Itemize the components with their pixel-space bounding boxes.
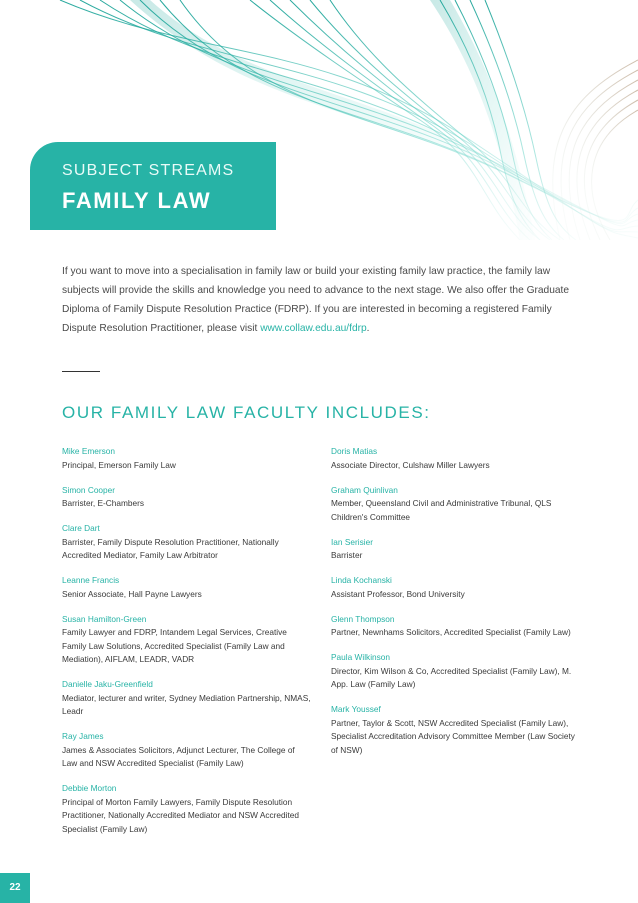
faculty-member	[331, 703, 581, 757]
member-role: Assistant Professor, Bond University	[331, 588, 465, 599]
fdrp-link[interactable]: www.collaw.edu.au/fdrp	[260, 323, 367, 334]
member-role: Barrister	[331, 550, 363, 560]
member-name: Simon Cooper	[62, 484, 116, 495]
faculty-member	[62, 522, 312, 563]
member-role: Barrister, E-Chambers	[62, 498, 145, 508]
member-name: Ian Serisier	[331, 536, 373, 547]
faculty-list-right	[331, 445, 581, 769]
member-name: Clare Dart	[62, 523, 100, 533]
faculty-member	[331, 613, 581, 640]
faculty-member	[331, 484, 581, 525]
faculty-member	[331, 574, 581, 601]
faculty-member	[62, 445, 312, 472]
member-role: Family Lawyer and FDRP, Intandem Legal Services, Creative Family Law Solutions, Accredited Specialist (Family Law and Mediation), AIFLAM, LEADR, VADR	[62, 627, 287, 664]
section-title: FAMILY LAW	[62, 188, 212, 213]
faculty-list-left	[62, 445, 312, 848]
member-role: Member, Queensland Civil and Administrative Tribunal, QLS Children's Committee	[331, 498, 552, 522]
page-number: 22	[0, 873, 30, 903]
member-role: Principal, Emerson Family Law	[62, 459, 176, 470]
member-name: Leanne Francis	[62, 575, 120, 585]
member-name: Doris Matias	[331, 446, 378, 456]
faculty-member	[62, 782, 312, 836]
faculty-member	[62, 484, 312, 511]
faculty-member	[331, 445, 581, 472]
member-name: Ray James	[62, 731, 104, 741]
faculty-heading: OUR FAMILY LAW FACULTY INCLUDES:	[62, 403, 431, 422]
member-role: James & Associates Solicitors, Adjunct Lecturer, The College of Law and NSW Accredited Specialist (Family Law)	[62, 744, 295, 768]
title-banner	[30, 142, 276, 230]
member-name: Danielle Jaku-Greenfield	[62, 679, 153, 689]
member-role: Senior Associate, Hall Payne Lawyers	[62, 588, 202, 599]
faculty-member	[62, 574, 312, 601]
member-name: Susan Hamilton-Green	[62, 613, 147, 624]
member-name: Paula Wilkinson	[331, 652, 391, 662]
faculty-member	[62, 730, 312, 771]
section-subtitle: SUBJECT STREAMS	[62, 162, 235, 179]
member-role: Director, Kim Wilson & Co, Accredited Specialist (Family Law), M. App. Law (Family Law)	[331, 665, 572, 689]
faculty-member	[331, 651, 581, 692]
divider	[62, 371, 100, 372]
member-role: Partner, Newnhams Solicitors, Accredited Specialist (Family Law)	[331, 627, 571, 637]
faculty-member	[331, 536, 581, 563]
member-role: Mediator, lecturer and writer, Sydney Mediation Partnership, NMAS, Leadr	[62, 692, 311, 716]
member-role: Barrister, Family Dispute Resolution Practitioner, Nationally Accredited Mediator, Family Law Arbitrator	[62, 536, 279, 560]
intro-text: If you want to move into a specialisation in family law or build your existing family law practice, the family law subjects will provide the skills and knowledge you need to advance to the next stage. We also offer the Graduate Diploma of Family Dispute Resolution Practice (FDRP). If you are interested in becoming a registered Family Dispute Resolution Practitioner, please visit	[62, 266, 570, 334]
member-name: Glenn Thompson	[331, 613, 395, 624]
faculty-member	[62, 613, 312, 667]
faculty-member	[62, 678, 312, 719]
member-name: Graham Quinlivan	[331, 484, 398, 495]
member-name: Mike Emerson	[62, 446, 116, 456]
member-role: Partner, Taylor & Scott, NSW Accredited Specialist (Family Law), Specialist Accreditation Advisory Committee Member (Law Society of NSW)	[331, 717, 575, 755]
member-name: Debbie Morton	[62, 783, 117, 793]
member-role: Principal of Morton Family Lawyers, Family Dispute Resolution Practitioner, Nationally Accredited Mediator and NSW Accredited Specialist (Family Law)	[62, 796, 300, 834]
intro-text-end: .	[366, 323, 370, 334]
member-name: Linda Kochanski	[331, 575, 392, 585]
member-role: Associate Director, Culshaw Miller Lawyers	[331, 459, 490, 470]
intro-paragraph	[62, 262, 582, 338]
member-name: Mark Youssef	[331, 704, 381, 714]
